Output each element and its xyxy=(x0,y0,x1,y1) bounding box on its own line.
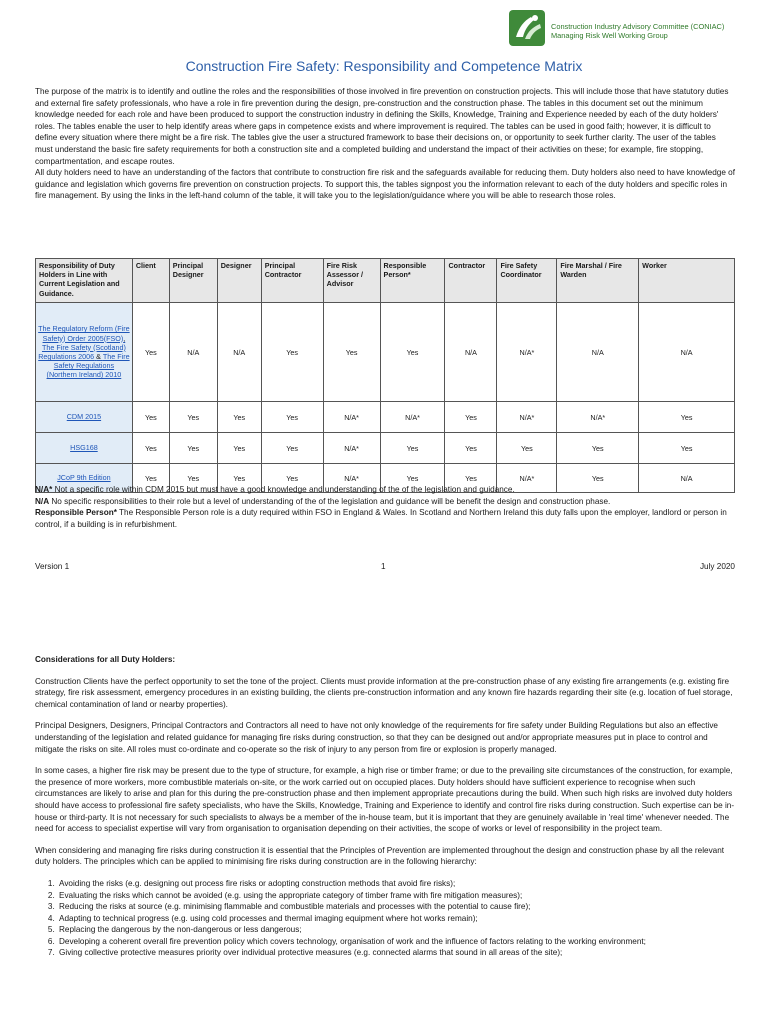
legislation-cell-fso xyxy=(36,303,133,402)
table-row xyxy=(36,402,735,433)
cell-fire-marshal: Yes xyxy=(557,433,639,464)
coniac-logo xyxy=(509,10,739,50)
table-notes xyxy=(35,484,735,530)
header-contractor: Contractor xyxy=(445,259,497,303)
cell-contractor: Yes xyxy=(445,433,497,464)
note-na xyxy=(35,496,735,508)
cell-principal-designer: Yes xyxy=(169,402,217,433)
note-rp-key: Responsible Person* xyxy=(35,508,117,518)
considerations-paragraph-3: In some cases, a higher fire risk may be present due to the type of structure, for example, a high rise or timber frame; or due to the prevailing site circumstances of the construction, for example, the presence of more workers, more combustible materials on-site, or the work carried out on occupied places. Duty holders should have sufficient experience to recognise when such circumstances are likely to arise and plan for this during the pre-construction phase and then implement appropriate precautions during the build. When such high risks are involved duty holders should have access to professional fire safety specialists, who have the Skills, Knowledge, Training and Experience to identify and control fire risks during construction. Such expertise can be in-house or third-party. It is not necessary for such specialists to always be a member of the in-house team, but it is important that they are genuinely available in 'real time' whenever needed. The need for access to specialist expertise will vary from organisation to organisation depending on their activities, the scope of works or level of responsibility in the project team. xyxy=(35,766,735,834)
header-fire-safety-coordinator: Fire Safety Coordinator xyxy=(497,259,557,303)
cell-fire-safety-coordinator: Yes xyxy=(497,433,557,464)
cell-fire-safety-coordinator: N/A* xyxy=(497,402,557,433)
intro-section xyxy=(35,86,735,202)
cell-designer: Yes xyxy=(217,402,261,433)
table-row xyxy=(36,433,735,464)
logo-text xyxy=(551,22,724,40)
scotland-regs-link[interactable]: The Fire Safety (Scotland) Regulations 2006 xyxy=(38,342,126,361)
cell-fire-risk-assessor: Yes xyxy=(323,303,380,402)
header-legislation: Responsibility of Duty Holders in Line with Current Legislation and Guidance. xyxy=(36,259,133,303)
note-na-key: N/A xyxy=(35,496,50,506)
cell-contractor: Yes xyxy=(445,464,497,493)
cell-worker: Yes xyxy=(639,402,735,433)
hsg168-link[interactable]: HSG168 xyxy=(36,433,133,464)
cell-principal-contractor: Yes xyxy=(261,464,323,493)
header-principal-contractor: Principal Contractor xyxy=(261,259,323,303)
cell-designer: Yes xyxy=(217,464,261,493)
cdm-2015-link[interactable]: CDM 2015 xyxy=(36,402,133,433)
cell-fire-risk-assessor: N/A* xyxy=(323,433,380,464)
note-na-text: No specific responsibilities to their role but a level of understanding of the of the legislation and guidance will be benefit the design and construction phase. xyxy=(49,496,611,506)
cell-worker: N/A xyxy=(639,464,735,493)
cell-principal-designer: N/A xyxy=(169,303,217,402)
cell-fire-marshal: N/A xyxy=(557,303,639,402)
org-name-line2: Managing Risk Well Working Group xyxy=(551,31,668,40)
list-item: 1. Avoiding the risks (e.g. designing out process fire risks or adopting construction methods that avoid fire risks); xyxy=(57,878,735,890)
cell-principal-designer: Yes xyxy=(169,464,217,493)
ni-regs-link[interactable]: The Fire Safety Regulations (Northern Ireland) 2010 xyxy=(46,352,130,380)
considerations-section xyxy=(35,654,735,959)
hands-logo-icon xyxy=(509,10,545,46)
cell-fire-risk-assessor: N/A* xyxy=(323,464,380,493)
cell-fire-marshal: Yes xyxy=(557,464,639,493)
cell-fire-risk-assessor: N/A* xyxy=(323,402,380,433)
header-responsible-person: Responsible Person* xyxy=(380,259,445,303)
cell-client: Yes xyxy=(132,402,169,433)
list-item: 2. Evaluating the risks which cannot be avoided (e.g. using the appropriate category of timber frame with fire mitigation measures); xyxy=(57,890,735,902)
jcop-link[interactable]: JCoP 9th Edition xyxy=(36,464,133,493)
considerations-heading: Considerations for all Duty Holders: xyxy=(35,655,176,664)
document-title: Construction Fire Safety: Responsibility and Competence Matrix xyxy=(185,58,583,74)
note-responsible-person xyxy=(35,507,735,530)
header-fire-risk-assessor: Fire Risk Assessor / Advisor xyxy=(323,259,380,303)
cell-client: Yes xyxy=(132,433,169,464)
cell-fire-safety-coordinator: N/A* xyxy=(497,464,557,493)
note-na-star-key: N/A* xyxy=(35,485,53,494)
note-rp-text: The Responsible Person role is a duty required within FSO in England & Wales. In Scotland and Northern Ireland this duty falls upon the employer, landlord or person in control, if a building is in refurbishment. xyxy=(35,508,727,529)
cell-client: Yes xyxy=(132,303,169,402)
cell-responsible-person: Yes xyxy=(380,433,445,464)
note-na-star xyxy=(35,484,735,496)
cell-principal-designer: Yes xyxy=(169,433,217,464)
header-fire-marshal: Fire Marshal / Fire Warden xyxy=(557,259,639,303)
fso-link[interactable]: The Regulatory Reform (Fire Safety) Order 2005(FSO) xyxy=(38,324,130,343)
intro-paragraph-2: All duty holders need to have an understanding of the factors that contribute to construction fire risk and the safeguards available for reducing them. Duty holders also need to have knowledge of guidance and legislation which governs fire prevention on construction projects. To support this, the tables signpost you the information relevant to each of the duty holders and specific roles in fire management. By using the links in the left-hand column of the table, it will take you to the legislation/guidance where you will be able to research those roles. xyxy=(35,168,736,201)
org-name-line1: Construction Industry Advisory Committee (CONIAC) xyxy=(551,22,725,31)
cell-responsible-person: Yes xyxy=(380,303,445,402)
footer-page-number: 1 xyxy=(381,562,386,571)
cell-principal-contractor: Yes xyxy=(261,402,323,433)
cell-principal-contractor: Yes xyxy=(261,433,323,464)
list-item: 6. Developing a coherent overall fire prevention policy which covers technology, organisation of work and the influence of factors relating to the working environment; xyxy=(57,936,735,948)
footer-version: Version 1 xyxy=(35,562,70,571)
footer-date: July 2020 xyxy=(699,562,735,571)
list-item: 4. Adapting to technical progress (e.g. using cold processes and thermal imaging equipment where hot works remain); xyxy=(57,913,735,925)
cell-responsible-person: Yes xyxy=(380,464,445,493)
header-worker: Worker xyxy=(639,259,735,303)
header-principal-designer: Principal Designer xyxy=(169,259,217,303)
considerations-paragraph-1: Construction Clients have the perfect opportunity to set the tone of the project. Clients must provide information at the pre-construction phase of any existing fire arrangements (e.g. existing fire strategy, fire risk assessment, emergency procedures in an existing building, the clients pre-construction information and any known fire hazards regarding their site (e.g. location of fuel storage, chemical contamination of land or nearby properties). xyxy=(35,676,733,709)
header-designer: Designer xyxy=(217,259,261,303)
responsibility-matrix xyxy=(35,258,735,493)
cell-worker: Yes xyxy=(639,433,735,464)
note-na-star-text: Not a specific role within CDM 2015 but must have a good knowledge and understanding of the of the legislation and guidance. xyxy=(52,485,515,494)
list-item: 3. Reducing the risks at source (e.g. minimising flammable and combustible materials and processes with the potential to cause fire); xyxy=(57,901,735,913)
table-row xyxy=(36,303,735,402)
cell-responsible-person: N/A* xyxy=(380,402,445,433)
prevention-hierarchy-list xyxy=(35,878,735,959)
considerations-paragraph-4: When considering and managing fire risks during construction it is essential that the Principles of Prevention are implemented throughout the design and construction phase by all the relevant duty holders. The principles which can be applied to minimising fire risks during construction are in the following hierarchy: xyxy=(35,845,725,867)
cell-client: Yes xyxy=(132,464,169,493)
cell-worker: N/A xyxy=(639,303,735,402)
logo-mark xyxy=(509,10,545,46)
cell-contractor: Yes xyxy=(445,402,497,433)
considerations-paragraph-2: Principal Designers, Designers, Principal Contractors and Contractors all need to have not only knowledge of the requirements for fire safety under Building Regulations but also an effective understanding of the legislation and related guidance for managing fire risks during construction, so that they can be designed out and/or appropriate measures put in place to control and mitigate the risks on site. All roles must co-ordinate and co-operate so the risk of injury to any person from fire or explosion is properly managed. xyxy=(35,721,718,754)
matrix-header-row xyxy=(36,259,735,303)
cell-fire-safety-coordinator: N/A* xyxy=(497,303,557,402)
intro-paragraph-1: The purpose of the matrix is to identify and outline the roles and the responsibilities of those involved in fire prevention on construction projects. This will include those that have statutory duties and external fire safety professionals, who have a role in fire prevention during the design, pre-construction and the construction phase. The tables in this document set out the minimum knowledge needed for each role and have been produced to support the construction industry in defining the Skills, Knowledge, Training and Experience needed by each of the duty holders' roles. The tables enable the user to help identify areas where gaps in competence exists and where improvement is required. The tables can be used in good faith; however, it is difficult to define every situation where there might be a fire risk. The tables give the user a structured framework to base their decisions on, or opportunity to seek further clarity. The user of the tables must understand the basic fire safety requirements for both a construction site and a completed building and understand the impact of their activities on these; for example, fire stopping, compartmentation, and escape routes. xyxy=(35,87,729,166)
cell-fire-marshal: N/A* xyxy=(557,402,639,433)
cell-designer: Yes xyxy=(217,433,261,464)
cell-contractor: N/A xyxy=(445,303,497,402)
separator-comma: , xyxy=(123,333,126,343)
cell-principal-contractor: Yes xyxy=(261,303,323,402)
header-client: Client xyxy=(132,259,169,303)
list-item: 5. Replacing the dangerous by the non-dangerous or less dangerous; xyxy=(57,924,735,936)
cell-designer: N/A xyxy=(217,303,261,402)
separator-ampersand: & xyxy=(96,352,101,361)
list-item: 7. Giving collective protective measures priority over individual protective measures (e.g. connected alarms that sound in all areas of the site); xyxy=(57,947,735,959)
